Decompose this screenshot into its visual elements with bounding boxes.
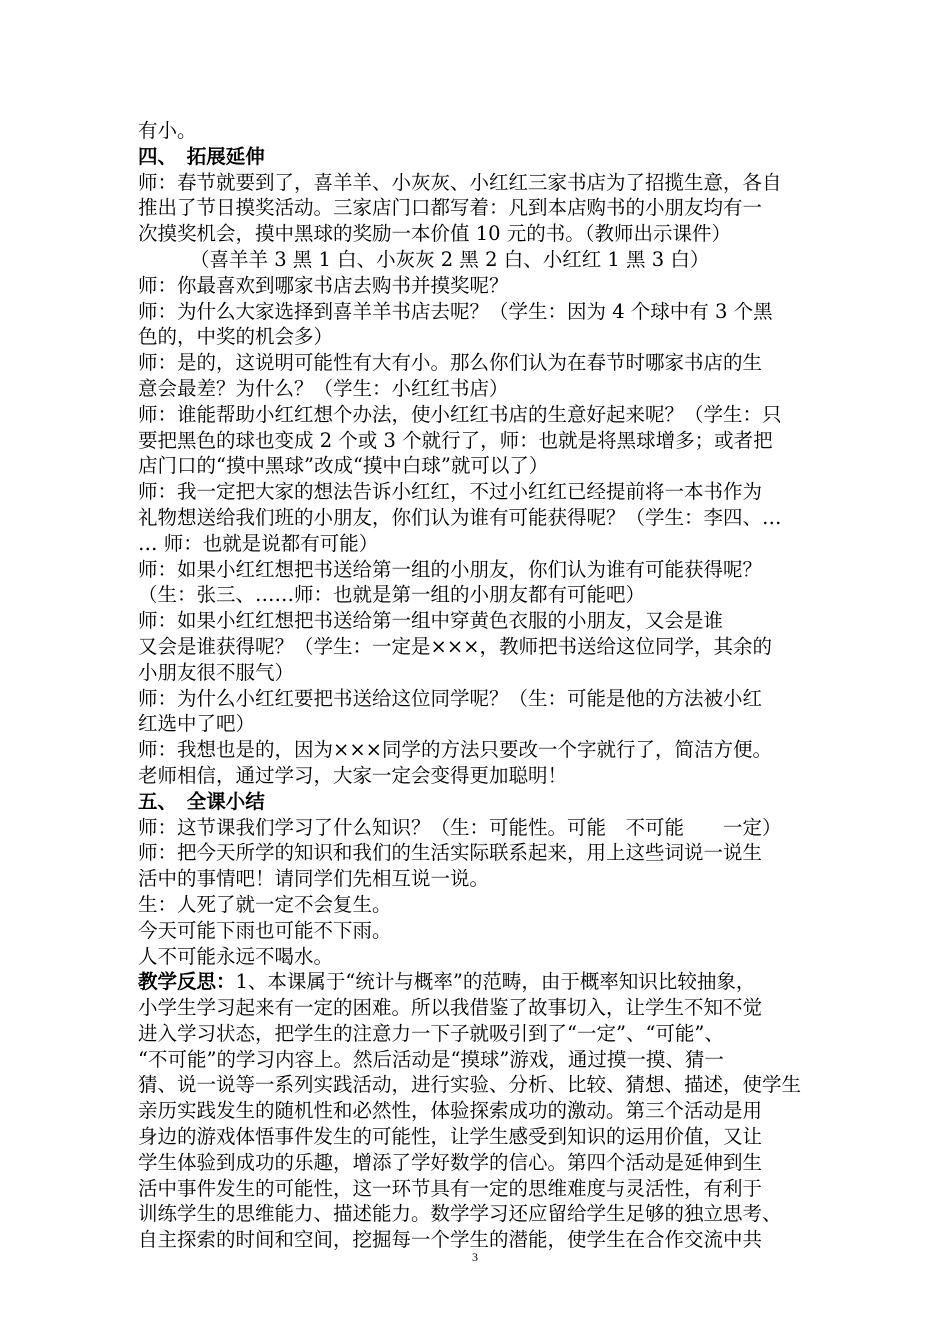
paragraph-line: 活中的事情吧！请同学们先相互说一说。 xyxy=(138,867,490,891)
paragraph-line: 小朋友很不服气） xyxy=(138,660,295,684)
paragraph-line: 师：为什么大家选择到喜羊羊书店去呢？（学生：因为 4 个球中有 3 个黑 xyxy=(138,299,773,323)
paragraph-line: 亲历实践发生的随机性和必然性，体验探索成功的激动。第三个活动是用 xyxy=(138,1099,763,1123)
paragraph-line: （喜羊羊 3 黑 1 白、小灰灰 2 黑 2 白、小红红 1 黑 3 白） xyxy=(190,247,710,271)
paragraph-line: 次摸奖机会，摸中黑球的奖励一本价值 10 元的书。（教师出示课件） xyxy=(138,222,731,246)
paragraph-line: 师：如果小红红想把书送给第一组中穿黄色衣服的小朋友，又会是谁 xyxy=(138,609,724,633)
paragraph-line: （生：张三、……师：也就是第一组的小朋友都有可能吧） xyxy=(138,583,646,607)
reflection-line xyxy=(138,969,858,995)
paragraph-line: 自主探索的时间和空间，挖掘每一个学生的潜能，使学生在合作交流中共 xyxy=(138,1228,763,1252)
section-heading: 五、 全课小结 xyxy=(138,789,265,813)
paragraph-line: 店门口的“摸中黑球”改成“摸中白球”就可以了） xyxy=(138,454,549,478)
paragraph-line: 老师相信，通过学习，大家一定会变得更加聪明！ xyxy=(138,763,568,787)
paragraph-line: 训练学生的思维能力、描述能力。数学学习还应留给学生足够的独立思考、 xyxy=(138,1202,782,1226)
paragraph-line: 师：把今天所学的知识和我们的生活实际联系起来，用上这些词说一说生 xyxy=(138,841,763,865)
document-page xyxy=(138,118,858,1253)
paragraph-line: 师：是的，这说明可能性有大有小。那么你们认为在春节时哪家书店的生 xyxy=(138,351,763,375)
paragraph-line: 色的，中奖的机会多） xyxy=(138,325,334,349)
reflection-label: 教学反思： xyxy=(138,970,236,994)
paragraph-line: 要把黑色的球也变成 2 个或 3 个就行了，师：也就是将黑球增多；或者把 xyxy=(138,428,773,452)
paragraph-line: 今天可能下雨也可能不下雨。 xyxy=(138,918,392,942)
paragraph-line: 猜、说一说等一系列实践活动，进行实验、分析、比较、猜想、描述，使学生 xyxy=(138,1073,802,1097)
paragraph-line: 师：我想也是的，因为×××同学的方法只要改一个字就行了，简洁方便。 xyxy=(138,738,773,762)
paragraph-line: 意会最差？为什么？（学生：小红红书店） xyxy=(138,376,509,400)
paragraph-line: 活中事件发生的可能性，这一环节具有一定的思维难度与灵活性，有利于 xyxy=(138,1176,763,1200)
paragraph-line: 进入学习状态，把学生的注意力一下子就吸引到了“一定”、“可能”、 xyxy=(138,1021,724,1045)
paragraph-line: 生：人死了就一定不会复生。 xyxy=(138,892,392,916)
paragraph-line: 师：谁能帮助小红红想个办法，使小红红书店的生意好起来呢？（学生：只 xyxy=(138,402,782,426)
paragraph-line: 学生体验到成功的乐趣，增添了学好数学的信心。第四个活动是延伸到生 xyxy=(138,1150,763,1174)
paragraph-line: 师：我一定把大家的想法告诉小红红，不过小红红已经提前将一本书作为 xyxy=(138,480,763,504)
paragraph-line: 身边的游戏体悟事件发生的可能性，让学生感受到知识的运用价值，又让 xyxy=(138,1125,763,1149)
paragraph-line: 又会是谁获得呢？（学生：一定是×××，教师把书送给这位同学，其余的 xyxy=(138,634,773,658)
paragraph-line: 师：这节课我们学习了什么知识？（生：可能性。可能 不可能 一定） xyxy=(138,815,782,839)
paragraph-line: 师：如果小红红想把书送给第一组的小朋友，你们认为谁有可能获得呢？ xyxy=(138,557,763,581)
paragraph-line: “不可能”的学习内容上。然后活动是“摸球”游戏，通过摸一摸、猜一 xyxy=(138,1047,724,1071)
paragraph-line: 人不可能永远不喝水。 xyxy=(138,944,334,968)
paragraph-line: 有小。 xyxy=(138,119,197,142)
paragraph-line: 师：春节就要到了，喜羊羊、小灰灰、小红红三家书店为了招揽生意，各自 xyxy=(138,170,782,194)
paragraph-line: 红选中了吧） xyxy=(138,712,256,736)
page-number: 3 xyxy=(472,1250,478,1264)
section-heading: 四、 拓展延伸 xyxy=(138,144,265,168)
paragraph-line: 师：为什么小红红要把书送给这位同学呢？（生：可能是他的方法被小红 xyxy=(138,686,763,710)
reflection-text: 1、本课属于“统计与概率”的范畴，由于概率知识比较抽象， xyxy=(235,970,756,994)
paragraph-line: 师：你最喜欢到哪家书店去购书并摸奖呢？ xyxy=(138,273,509,297)
paragraph-line: 礼物想送给我们班的小朋友，你们认为谁有可能获得呢？（学生：李四、… xyxy=(138,505,782,529)
paragraph-line: … 师：也就是说都有可能） xyxy=(138,531,379,555)
paragraph-line: 小学生学习起来有一定的困难。所以我借鉴了故事切入，让学生不知不觉 xyxy=(138,996,763,1020)
paragraph-line: 推出了节日摸奖活动。三家店门口都写着：凡到本店购书的小朋友均有一 xyxy=(138,196,763,220)
